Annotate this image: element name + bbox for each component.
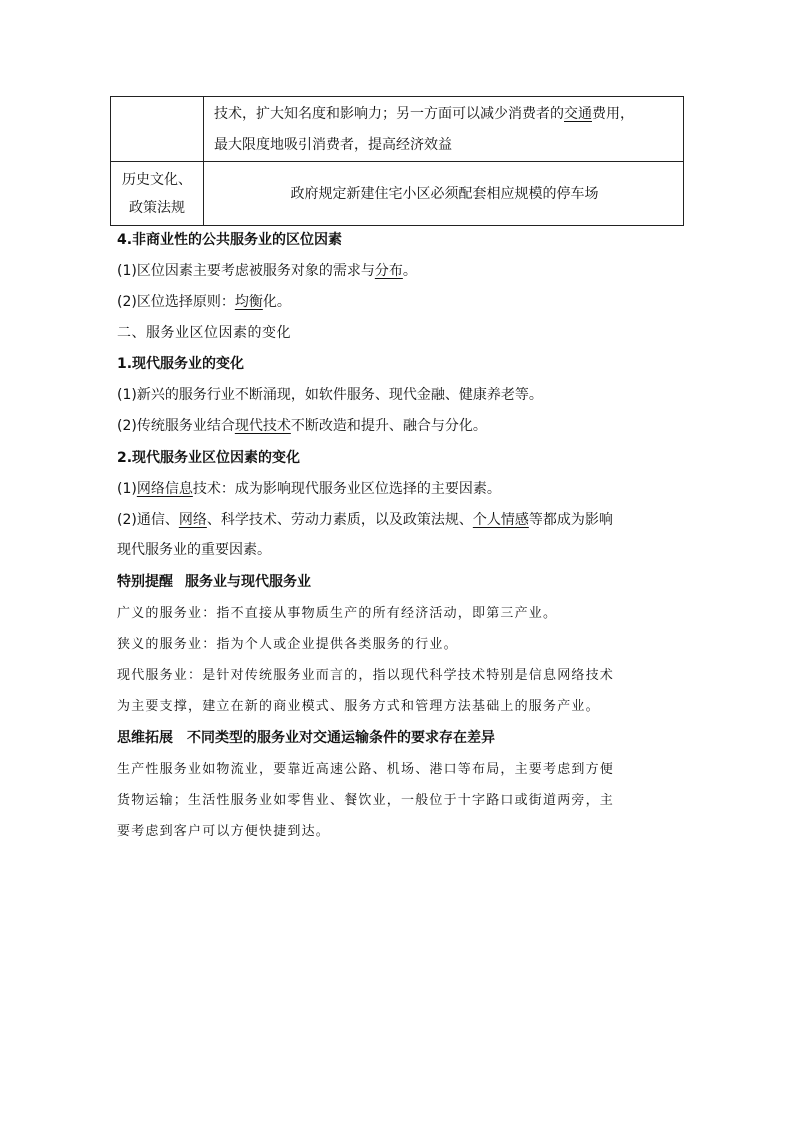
text-run: 费用， [592,106,634,122]
text-run: 技术：成为影响现代服务业区位选择的主要因素。 [192,481,501,497]
tip-line: 为主要支撑，建立在新的商业模式、服务方式和管理方法基础上的服务产业。 [117,699,600,714]
tip-tag: 特别提醒 [117,574,173,590]
text-run: 不断改造和提升、融合与分化。 [290,418,487,434]
text-run: (2)区位选择原则： [117,294,235,310]
text-run: (1)区位因素主要考虑被服务对象的需求与 [117,263,375,279]
text-run: 。 [402,263,417,279]
extend-line: 要考虑到客户可以方便快捷到达。 [117,824,331,839]
tip-title: 服务业与现代服务业 [185,574,311,590]
tip-line: 现代服务业：是针对传统服务业而言的，指以现代科学技术特别是信息网络技术 [117,668,615,683]
table-row-content [204,97,684,162]
text-run: (2)通信、 [117,512,179,528]
part-heading: 二、服务业区位因素的变化 [117,325,291,341]
text-run: 、科学技术、劳动力素质，以及政策法规、 [206,512,473,528]
extend-heading [117,728,687,748]
location-factor-table [110,96,684,226]
extend-title: 不同类型的服务业对交通运输条件的要求存在差异 [187,730,495,746]
tip-line: 狭义的服务业：指为个人或企业提供各类服务的行业。 [117,637,458,652]
underlined-answer: 网络 [178,512,207,528]
underlined-answer: 均衡 [234,294,263,310]
table-row [111,162,684,226]
label-line: 历史文化、 [122,171,192,188]
label-line: 政策法规 [129,199,185,216]
underlined-answer: 交通 [564,106,592,122]
table-row-content: 政府规定新建住宅小区必须配套相应规模的停车场 [204,162,684,226]
list-item: (1)新兴的服务行业不断涌现，如软件服务、现代金融、健康养老等。 [117,387,543,403]
underlined-answer: 分布 [374,263,403,279]
list-item [117,416,687,436]
text-run: 等都成为影响 [528,512,613,528]
list-item [117,510,687,530]
text-run: (2)传统服务业结合 [117,418,235,434]
table-row-label [111,162,204,226]
text-run: 技术，扩大知名度和影响力；另一方面可以减少消费者的 [214,106,564,122]
table-content-line [214,99,675,130]
list-item [117,292,687,312]
table-content-line: 最大限度地吸引消费者，提高经济效益 [214,137,452,153]
text-run: 化。 [262,294,291,310]
text-run: (1) [117,481,137,497]
section-heading: 2.现代服务业区位因素的变化 [117,450,301,466]
underlined-answer: 个人情感 [472,512,529,528]
table-row [111,97,684,162]
list-item-continuation: 现代服务业的重要因素。 [117,542,271,558]
tip-heading [117,572,687,592]
list-item [117,479,687,499]
extend-tag: 思维拓展 [117,730,173,746]
extend-line: 货物运输；生活性服务业如零售业、餐饮业，一般位于十字路口或街道两旁，主 [117,793,615,808]
table-row-label [111,97,204,162]
list-item [117,261,687,281]
section-heading: 4.非商业性的公共服务业的区位因素 [117,232,343,248]
underlined-answer: 网络信息 [136,481,193,497]
tip-line: 广义的服务业：指不直接从事物质生产的所有经济活动，即第三产业。 [117,606,558,621]
underlined-answer: 现代技术 [234,418,291,434]
section-heading: 1.现代服务业的变化 [117,356,245,372]
extend-line: 生产性服务业如物流业，要靠近高速公路、机场、港口等布局，主要考虑到方便 [117,762,615,777]
